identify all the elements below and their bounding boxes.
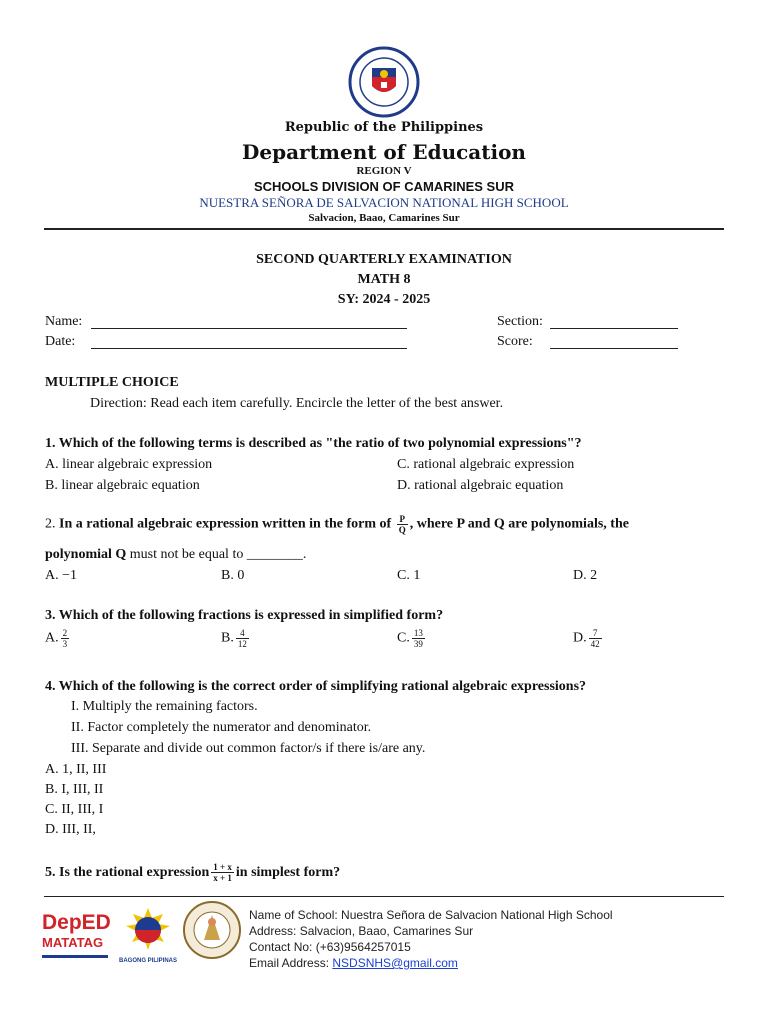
q2-option-b[interactable]: B. 0 <box>221 568 245 583</box>
date-label: Date: <box>45 334 76 349</box>
q3-option-d[interactable]: D. $\frac{7}{42}$ <box>573 628 600 649</box>
q4-option-c[interactable]: C. II, III, I <box>45 802 104 817</box>
q4-step-iii: III. Separate and divide out common factor/s if there is/are any. <box>71 741 426 756</box>
section-field[interactable] <box>550 328 678 329</box>
location-line: Salvacion, Baao, Camarines Sur <box>308 212 460 224</box>
q3-option-c[interactable]: C. $\frac{13}{39}$ <box>397 628 423 649</box>
date-field[interactable] <box>91 348 407 349</box>
footer-contact-block <box>249 907 613 971</box>
footer-contact: Contact No: (+63)9564257015 <box>249 940 411 954</box>
school-seal-logo <box>182 900 242 960</box>
footer-email-line: Email Address: NSDSNHS@gmail.com <box>249 956 458 970</box>
name-field[interactable] <box>91 328 407 329</box>
bagong-pilipinas-logo: BAGONG PILIPINAS <box>118 906 178 962</box>
exam-subject: MATH 8 <box>357 272 411 287</box>
direction: Direction: Read each item carefully. Encircle the letter of the best answer. <box>90 396 504 411</box>
q2-stem-line2: polynomial Q must not be equal to ________. <box>45 547 307 562</box>
footer-school-name: Name of School: Nuestra Señora de Salvacion National High School <box>249 908 613 922</box>
section-title: MULTIPLE CHOICE <box>45 375 179 390</box>
division-line: SCHOOLS DIVISION OF CAMARINES SUR <box>253 179 515 194</box>
q3-option-a[interactable]: A. $\frac{2}{3}$ <box>45 628 68 649</box>
q2-option-c[interactable]: C. 1 <box>397 568 421 583</box>
q4-option-b[interactable]: B. I, III, II <box>45 782 104 797</box>
q5-fraction: $\frac{1 + x}{x + 1}$ <box>213 862 232 883</box>
q4-step-i: I. Multiply the remaining factors. <box>71 699 258 714</box>
region-line: REGION V <box>356 165 412 177</box>
q4-step-ii: II. Factor completely the numerator and denominator. <box>71 720 372 735</box>
exam-title: SECOND QUARTERLY EXAMINATION <box>256 252 512 267</box>
score-field[interactable] <box>550 348 678 349</box>
name-label: Name: <box>45 314 83 329</box>
school-line: NUESTRA SEÑORA DE SALVACION NATIONAL HIGH SCHOOL <box>199 195 569 210</box>
department-title: Department of Education <box>242 140 526 164</box>
q2-option-d[interactable]: D. 2 <box>573 568 598 583</box>
deped-seal-logo <box>348 46 420 118</box>
q4-option-a[interactable]: A. 1, II, III <box>45 762 107 777</box>
exam-sy: SY: 2024 - 2025 <box>337 292 431 307</box>
footer-divider <box>44 896 724 897</box>
score-label: Score: <box>497 334 533 349</box>
header-divider <box>44 228 724 230</box>
footer-address: Address: Salvacion, Baao, Camarines Sur <box>249 924 474 938</box>
q2-fraction: $\frac{P}{Q}$ <box>398 514 406 535</box>
q1-option-c[interactable]: C. rational algebraic expression <box>397 457 575 472</box>
q4-option-d[interactable]: D. III, II, <box>45 822 96 837</box>
q1-stem: 1. Which of the following terms is described as "the ratio of two polynomial expressions"? <box>45 436 582 451</box>
q1-option-b[interactable]: B. linear algebraic equation <box>45 478 200 493</box>
q2-number: 2. <box>45 516 56 532</box>
section-label: Section: <box>497 314 543 329</box>
q2-stem-a: In a rational algebraic expression written in the form of <box>59 516 392 532</box>
q2-stem-b: , where P and Q are polynomials, the <box>409 516 629 532</box>
q2-stem-line1 <box>45 514 723 535</box>
q3-option-b[interactable]: B. $\frac{4}{12}$ <box>221 628 247 649</box>
q1-option-a[interactable]: A. linear algebraic expression <box>45 457 213 472</box>
q4-stem: 4. Which of the following is the correct order of simplifying rational algebraic expressions? <box>45 679 587 694</box>
email-link[interactable]: NSDSNHS@gmail.com <box>332 956 458 970</box>
q3-stem: 3. Which of the following fractions is expressed in simplified form? <box>45 608 444 623</box>
republic-line: Republic of the Philippines <box>284 120 484 135</box>
q2-option-a[interactable]: A. −1 <box>45 568 78 583</box>
q1-option-d[interactable]: D. rational algebraic equation <box>397 478 564 493</box>
deped-matatag-logo: DepED MATATAG <box>42 912 112 958</box>
q5-stem: 5. Is the rational expression $\frac{1 + x}{x + 1}$ in simplest form? <box>45 862 341 883</box>
